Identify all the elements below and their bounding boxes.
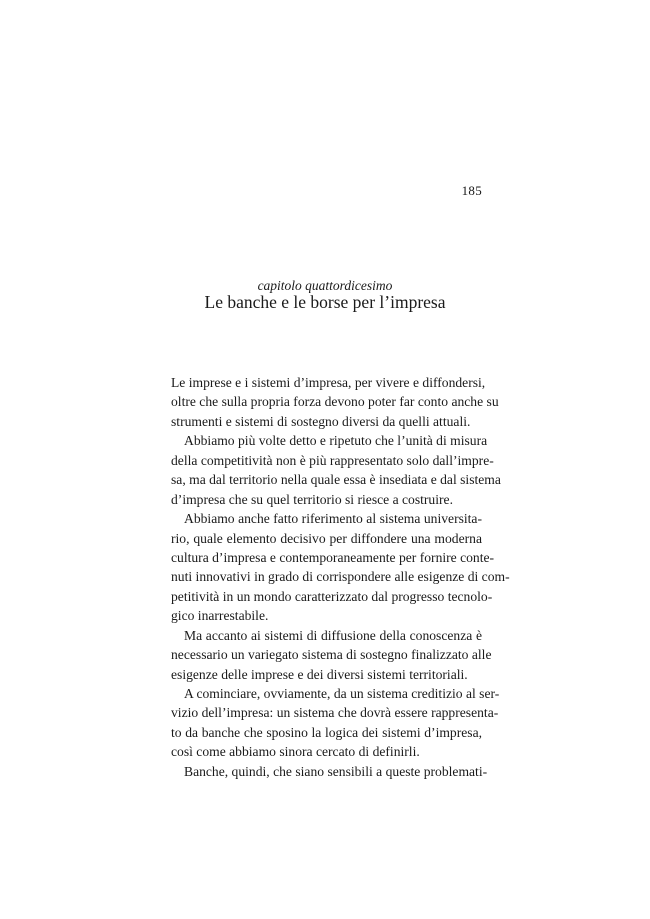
text-line: cultura d’impresa e contemporaneamente per fornire conte- [171,549,495,565]
text-line: della competitività non è più rappresentato solo dall’impre- [171,452,494,468]
text-line: gico inarrestabile. [171,608,269,624]
text-line: Le imprese e i sistemi d’impresa, per vivere e diffondersi, [171,375,486,390]
text-line: necessario un variegato sistema di sostegno finalizzato alle [171,647,492,663]
page-number: 185 [461,183,482,198]
text-line: A cominciare, ovviamente, da un sistema creditizio al ser- [184,686,500,701]
text-line: così come abbiamo sinora cercato di definirli. [171,744,420,760]
body-text [171,373,510,781]
text-line: Banche, quindi, che siano sensibili a queste problemati- [184,763,488,779]
text-line: sa, ma dal territorio nella quale essa è insediata e dal sistema [171,472,501,488]
text-line: vizio dell’impresa: un sistema che dovrà essere rappresenta- [171,705,499,721]
text-line: Abbiamo più volte detto e ripetuto che l’unità di misura [184,433,488,449]
text-line: petitività in un mondo caratterizzato dal progresso tecnolo- [171,588,493,604]
text-line: esigenze delle imprese e dei diversi sistemi territoriali. [171,666,468,682]
text-line: Abbiamo anche fatto riferimento al sistema universita- [184,511,482,527]
text-line: oltre che sulla propria forza devono poter far conto anche su [171,394,499,410]
text-line: nuti innovativi in grado di corrispondere alle esigenze di com- [171,569,510,585]
text-line: rio, quale elemento decisivo per diffondere una moderna [171,530,482,546]
text-line: d’impresa che su quel territorio si riesce a costruire. [171,491,453,507]
text-line: strumenti e sistemi di sostegno diversi da quelli attuali. [171,413,471,429]
text-line: Ma accanto ai sistemi di diffusione della conoscenza è [184,627,482,643]
chapter-label: capitolo quattordicesimo [257,278,393,293]
chapter-title: Le banche e le borse per l’impresa [204,292,446,312]
text-line: to da banche che sposino la logica dei sistemi d’impresa, [171,724,482,740]
